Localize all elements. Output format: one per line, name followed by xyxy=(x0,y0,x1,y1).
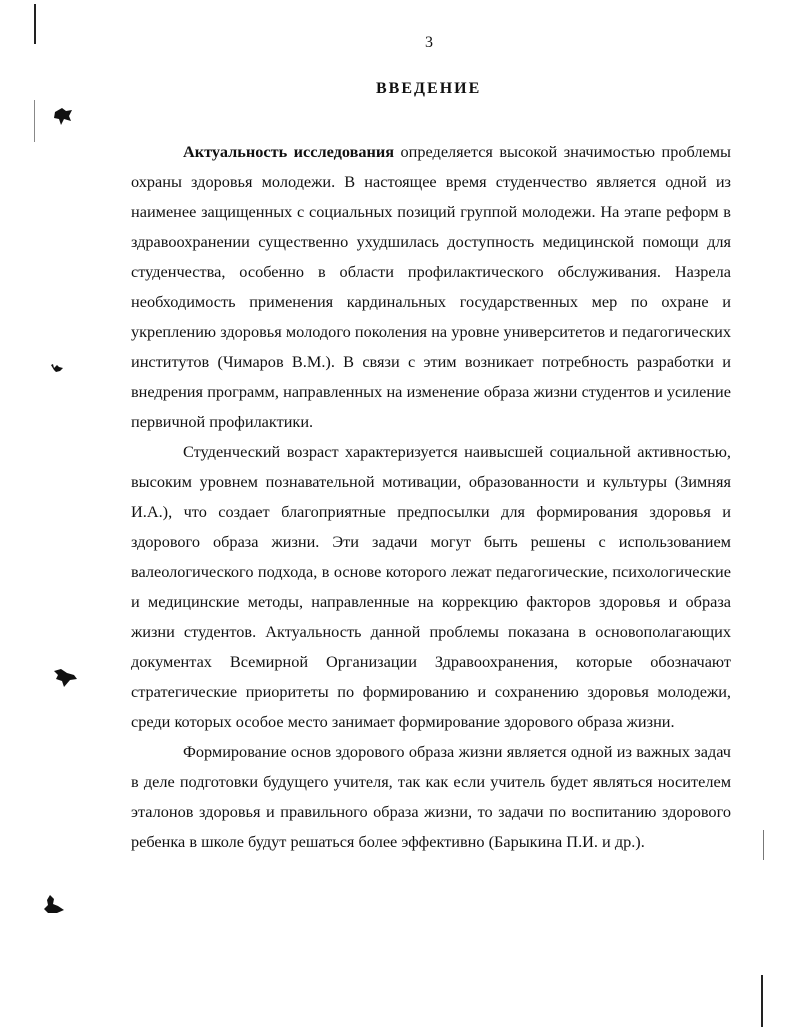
ink-blot-3 xyxy=(52,667,78,689)
scan-edge-line-right xyxy=(763,830,764,860)
paragraph-1-text: определяется высокой значимостью проблемы охраны здоровья молодежи. В настоящее время студенчество является одной из наименее защищенных с социальных позиций группой молодежи. На этапе реформ в здравоохранении существенно ухудшилась доступность медицинской помощи для студенчества, особенно в области профилактического обслуживания. Назрела необходимость применения кардинальных государственных мер по охране и укреплению здоровья молодого поколения на уровне университетов и педагогических институтов (Чимаров В.М.). В связи с этим возникает потребность разработки и внедрения программ, направленных на изменение образа жизни студентов и усиление первичной профилактики. xyxy=(131,142,731,431)
paragraph-1 xyxy=(131,137,731,437)
page-number: 3 xyxy=(425,34,433,51)
ink-blot-4 xyxy=(42,893,66,915)
paragraph-3: Формирование основ здорового образа жизни является одной из важных задач в деле подготовки будущего учителя, так как если учитель будет являться носителем эталонов здоровья и правильного образа жизни, то задачи по воспитанию здорового ребенка в школе будут решаться более эффективно (Барыкина П.И. и др.). xyxy=(131,742,731,851)
page-heading: ВВЕДЕНИЕ xyxy=(376,80,482,97)
scan-edge-line-left-lower xyxy=(34,100,35,142)
paragraph-1-lead: Актуальность исследования xyxy=(183,142,395,161)
scan-edge-line-left xyxy=(34,4,36,44)
ink-blot-1 xyxy=(52,106,74,128)
scan-edge-line-right-bottom xyxy=(761,975,763,1027)
document-body xyxy=(131,137,731,857)
paragraph-2: Студенческий возраст характеризуется наивысшей социальной активностью, высоким уровнем познавательной мотивации, образованности и культуры (Зимняя И.А.), что создает благоприятные предпосылки для формирования здоровья и здорового образа жизни. Эти задачи могут быть решены с использованием валеологического подхода, в основе которого лежат педагогические, психологические и медицинские методы, направленные на коррекцию факторов здоровья и образа жизни студентов. Актуальность данной проблемы показана в основополагающих документах Всемирной Организации Здравоохранения, которые обозначают стратегические приоритеты по формированию и сохранению здоровья молодежи, среди которых особое место занимает формирование здорового образа жизни. xyxy=(131,442,731,731)
ink-blot-2 xyxy=(50,362,64,374)
